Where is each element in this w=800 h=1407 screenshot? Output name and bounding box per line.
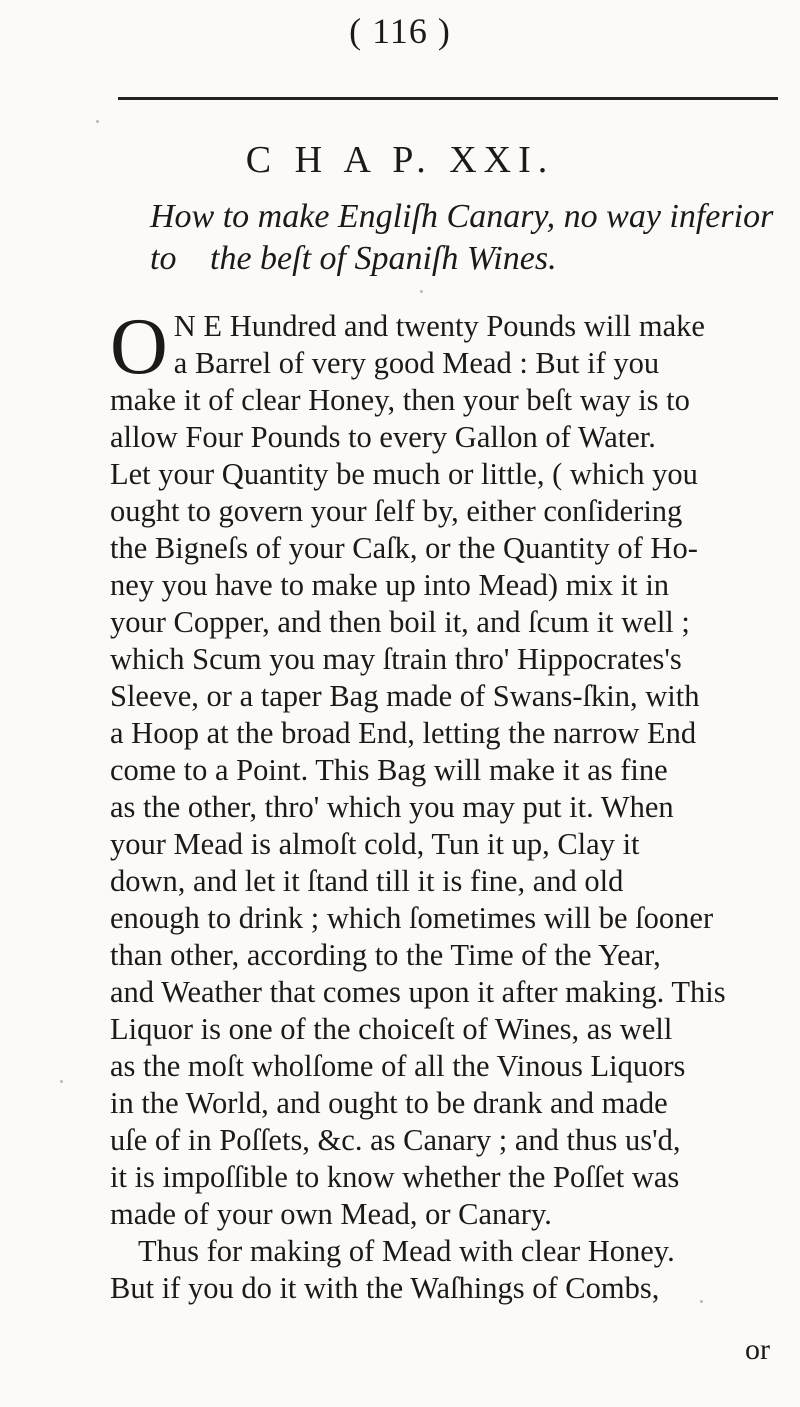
drop-cap: O bbox=[110, 303, 168, 391]
chapter-heading: C H A P. XXI. bbox=[245, 139, 555, 181]
chapter-subtitle-line-2: the beſt of Spaniſh Wines. bbox=[210, 240, 557, 277]
text-line: made of your own Mead, or Canary. bbox=[110, 1197, 552, 1231]
page-number: ( 116 ) bbox=[349, 11, 451, 51]
text-line: come to a Point. This Bag will make it as fine bbox=[110, 753, 668, 787]
text-line: ought to govern your ſelf by, either conſidering bbox=[110, 494, 683, 528]
text-line: Sleeve, or a taper Bag made of Swans-ſkin, with bbox=[110, 679, 700, 713]
paragraph-2 bbox=[110, 1233, 790, 1270]
text-line: make it of clear Honey, then your beſt way is to bbox=[110, 383, 690, 417]
text-line: your Copper, and then boil it, and ſcum it well ; bbox=[110, 605, 690, 639]
text-line: as the moſt wholſome of all the Vinous Liquors bbox=[110, 1049, 686, 1083]
text-line: the Bigneſs of your Caſk, or the Quantity of Ho- bbox=[110, 531, 698, 565]
paper-speck bbox=[420, 290, 423, 293]
text-line: which Scum you may ſtrain thro' Hippocrates's bbox=[110, 642, 682, 676]
text-line: Let your Quantity be much or little, ( which you bbox=[110, 457, 698, 491]
text-line: uſe of in Poſſets, &c. as Canary ; and thus us'd, bbox=[110, 1123, 681, 1157]
text-line: your Mead is almoſt cold, Tun it up, Clay it bbox=[110, 827, 640, 861]
paper-speck bbox=[700, 1300, 703, 1303]
paper-speck bbox=[60, 1080, 63, 1083]
paper-speck bbox=[96, 120, 99, 123]
text-line: and Weather that comes upon it after making. This bbox=[110, 975, 726, 1009]
body-text bbox=[110, 303, 790, 1307]
text-line: enough to drink ; which ſometimes will be ſooner bbox=[110, 901, 714, 935]
text-line: in the World, and ought to be drank and made bbox=[110, 1086, 668, 1120]
text-line: Liquor is one of the choiceſt of Wines, as well bbox=[110, 1012, 673, 1046]
text-line: But if you do it with the Waſhings of Combs, bbox=[110, 1271, 660, 1305]
text-line: Thus for making of Mead with clear Honey. bbox=[138, 1234, 675, 1268]
text-line: allow Four Pounds to every Gallon of Water. bbox=[110, 420, 656, 454]
text-line: it is impoſſible to know whether the Poſſet was bbox=[110, 1160, 680, 1194]
paragraph-2-cont bbox=[110, 1270, 790, 1307]
text-line: than other, according to the Time of the Year, bbox=[110, 938, 661, 972]
text-line: as the other, thro' which you may put it. When bbox=[110, 790, 674, 824]
catchword: or bbox=[745, 1333, 770, 1366]
text-line: a Barrel of very good Mead : But if you bbox=[173, 346, 660, 380]
header-rule bbox=[118, 97, 778, 100]
paragraph-1 bbox=[110, 303, 790, 1233]
text-line: ney you have to make up into Mead) mix it in bbox=[110, 568, 670, 602]
text-line: a Hoop at the broad End, letting the narrow End bbox=[110, 716, 697, 750]
chapter-subtitle-line-1: How to make Engliſh Canary, no way inferior to bbox=[150, 198, 774, 277]
text-line: N E Hundred and twenty Pounds will make bbox=[173, 309, 705, 343]
text-line: down, and let it ſtand till it is fine, and old bbox=[110, 864, 624, 898]
